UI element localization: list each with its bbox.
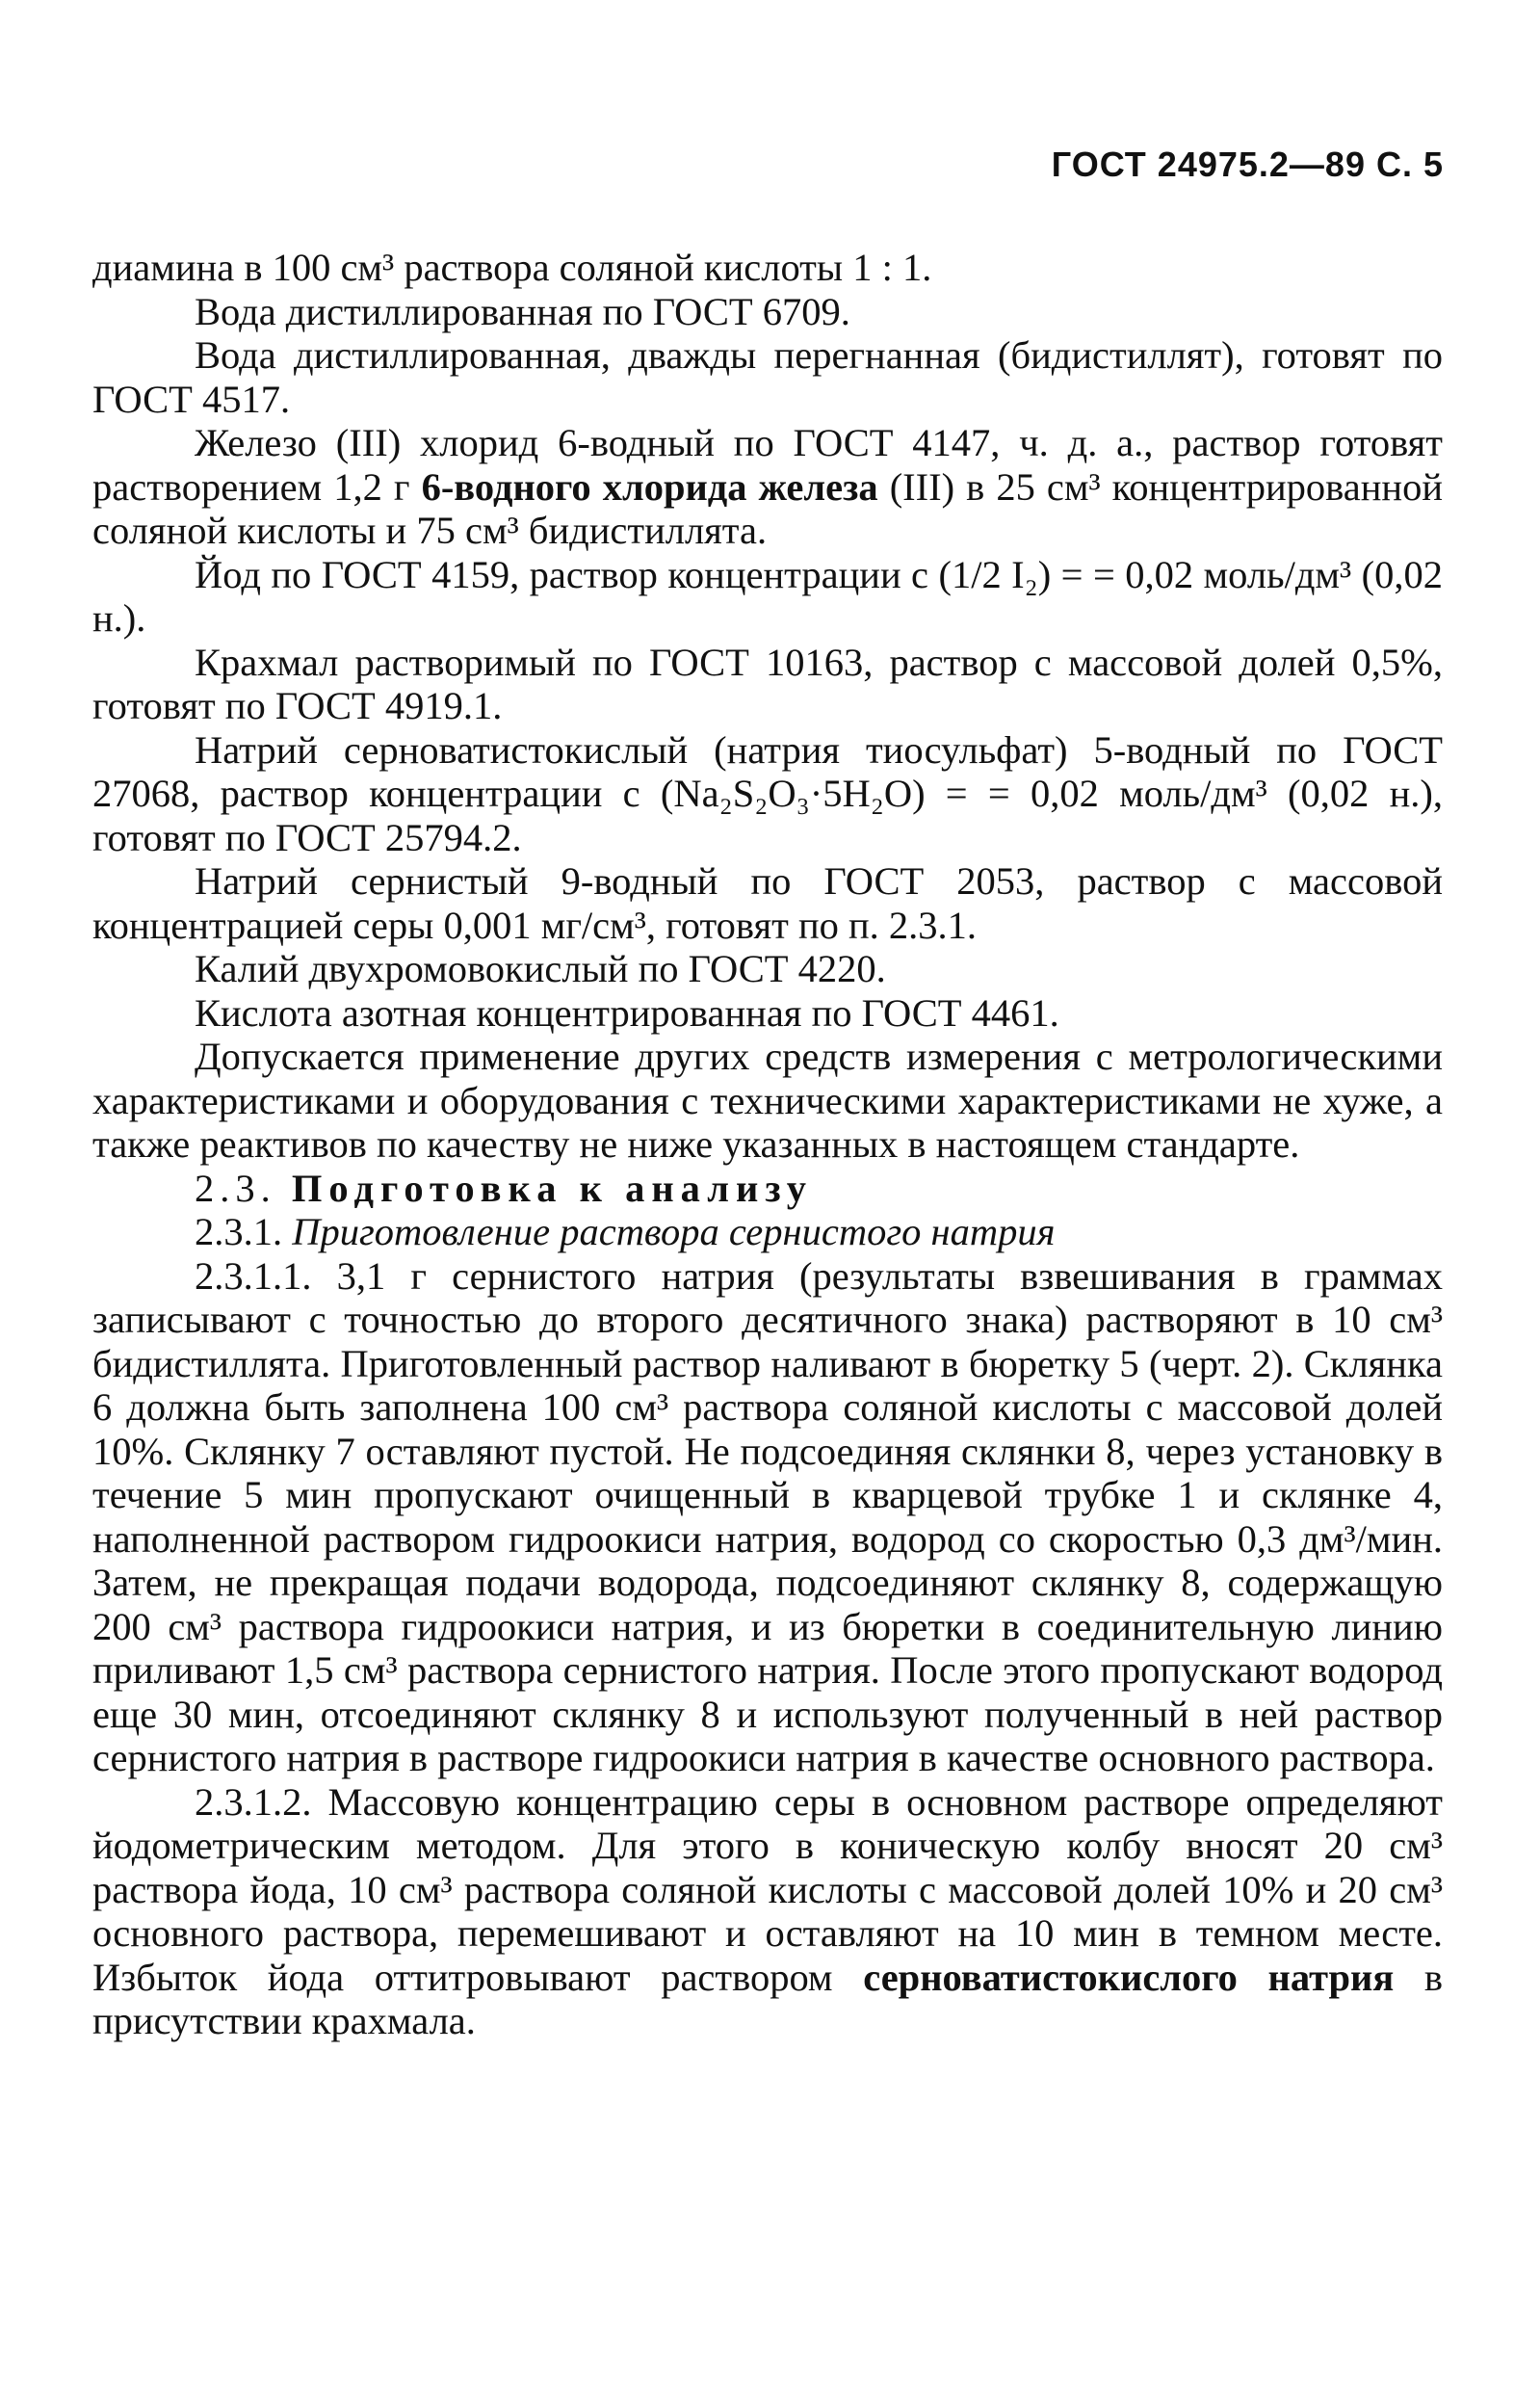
section-number: 2.3. — [195, 1166, 276, 1210]
iron-chloride-text-a: Железо (III) хлорид 6-водный по ГОСТ 4147, ч. д. а., раствор готовят растворением 1,2 г — [92, 421, 1443, 509]
paragraph-2-3-1-2 — [92, 1780, 1443, 2043]
iron-chloride-text-b: (III) в 25 см³ концентрированной соляной кислоты и 75 см³ бидистиллята. — [92, 464, 1443, 552]
paragraph-iodine: Йод по ГОСТ 4159, раствор концентрации с (1/2 I₂) = = 0,02 моль/дм³ (0,02 н.). — [92, 552, 1443, 640]
paragraph-potassium-dichromate: Калий двухромовокислый по ГОСТ 4220. — [195, 947, 886, 990]
paragraph-sodium-sulfide: Натрий сернистый 9-водный по ГОСТ 2053, раствор с массовой концентрацией серы 0,001 мг/см³, готовят по п. 2.3.1. — [92, 859, 1443, 947]
document-body — [92, 246, 1443, 2043]
subsection-title: Приготовление раствора сернистого натрия — [292, 1210, 1056, 1253]
iodometric-text-a: 2.3.1.2. Массовую концентрацию серы в основном растворе определяют йодометрическим методом. Для этого в коническую колбу вносят 20 см³ раствора йода, 10 см³ раствора соляной кислоты с массовой долей 10% и 20 см³ основного раствора, перемешивают и оставляют на 10 мин в темном месте. Избыток йода оттитровывают раствором — [92, 1779, 1443, 1999]
iodometric-bold: серноватистокислого натрия — [863, 1955, 1395, 1999]
subsection-heading — [92, 1210, 1443, 1254]
iodometric-text-b: в присутствии крахмала. — [92, 1955, 1444, 2042]
paragraph-2-3-1-1: 2.3.1.1. 3,1 г сернистого натрия (результаты взвешивания в граммах записывают с точностью до второго десятичного знака) растворяют в 10 см³ бидистиллята. Приготовленный раствор наливают в бюретку 5 (черт. 2). Склянка 6 должна быть заполнена 100 см³ раствора соляной кислоты с массовой долей 10%. Склянку 7 оставляют пустой. Не подсоединяя склянки 8, через установку в течение 5 мин пропускают очищенный в кварцевой трубке 1 и склянке 4, наполненной раствором гидроокиси натрия, водород со скоростью 0,3 дм³/мин. Затем, не прекращая подачи водорода, подсоединяют склянку 8, содержащую 200 см³ раствора гидроокиси натрия, и из бюретки в соединительную линию приливают 1,5 см³ раствора сернистого натрия. После этого пропускают водород еще 30 мин, отсоединяют склянку 8 и используют полученный в ней раствор сернистого натрия в растворе гидроокиси натрия в качестве основного раствора. — [92, 1253, 1443, 1779]
section-title: Подготовка к анализу — [291, 1166, 813, 1210]
paragraph-bidistillate: Вода дистиллированная, дважды перегнанная (бидистиллят), готовят по ГОСТ 4517. — [92, 333, 1443, 421]
paragraph-iron-chloride — [92, 421, 1443, 553]
running-head: ГОСТ 24975.2—89 С. 5 — [1051, 145, 1444, 184]
paragraph-continuation: диамина в 100 см³ раствора соляной кислоты 1 : 1. — [92, 246, 932, 289]
section-heading — [92, 1167, 1443, 1211]
iron-chloride-bold: 6-водного хлорида железа — [421, 464, 878, 509]
paragraph-nitric-acid: Кислота азотная концентрированная по ГОСТ 4461. — [195, 990, 1059, 1035]
paragraph-starch: Крахмал растворимый по ГОСТ 10163, раствор с массовой долей 0,5%, готовят по ГОСТ 4919.1. — [92, 640, 1443, 727]
paragraph-distilled-water: Вода дистиллированная по ГОСТ 6709. — [195, 289, 850, 333]
paragraph-sodium-thiosulfate: Натрий серноватистокислый (натрия тиосульфат) 5-водный по ГОСТ 27068, раствор концентрации с (Na₂S₂O₃·5H₂O) = = 0,02 моль/дм³ (0,02 н.), готовят по ГОСТ 25794.2. — [92, 727, 1443, 859]
subsection-number: 2.3.1. — [195, 1210, 283, 1253]
paragraph-substitutes: Допускается применение других средств измерения с метрологическими характеристиками и оборудования с техническими характеристиками не хуже, а также реактивов по качеству не ниже указанных в настоящем стандарте. — [92, 1035, 1443, 1166]
